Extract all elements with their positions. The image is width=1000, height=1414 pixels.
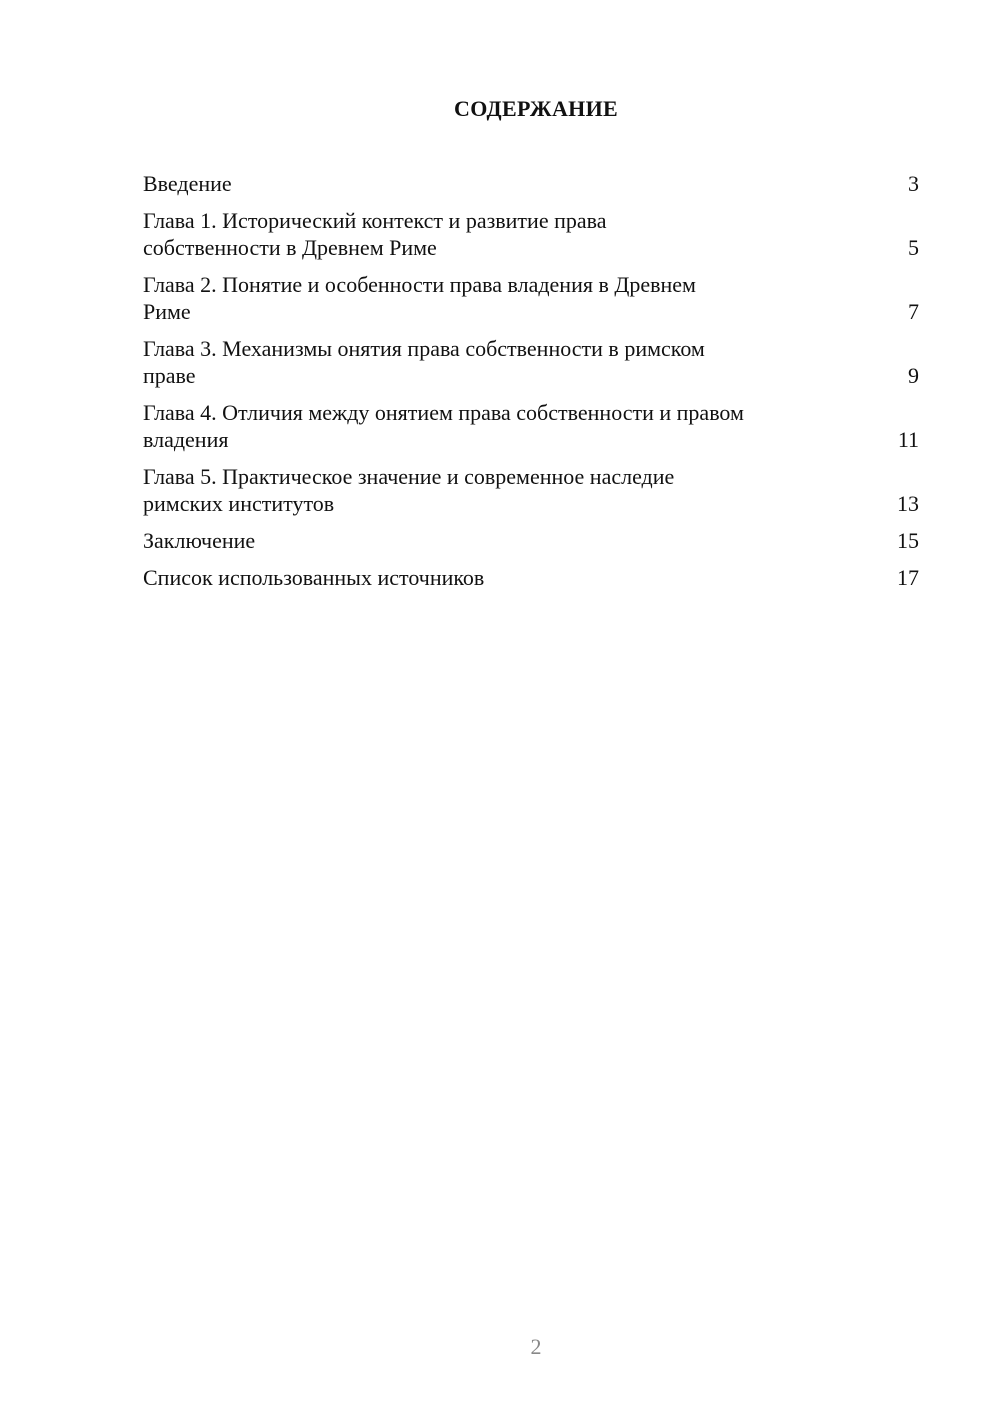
toc-entry-label: Глава 5. Практическое значение и современное наследие римских институтов bbox=[143, 464, 675, 516]
page-title: СОДЕРЖАНИЕ bbox=[454, 96, 618, 121]
toc-entry-page: 3 bbox=[908, 171, 919, 196]
toc-entry-references bbox=[143, 564, 919, 591]
toc-entry-chapter-5 bbox=[143, 463, 919, 517]
toc-entry-page: 17 bbox=[897, 565, 919, 590]
toc-entry-page: 13 bbox=[897, 491, 919, 516]
toc-entry-label: Список использованных источников bbox=[143, 565, 485, 590]
toc-entry-label: Заключение bbox=[143, 528, 256, 553]
toc-entry-page: 7 bbox=[908, 299, 919, 324]
toc-entry-page: 15 bbox=[897, 528, 919, 553]
toc-entry-conclusion bbox=[143, 527, 919, 554]
toc-entry-label: Введение bbox=[143, 171, 232, 196]
toc-entry-chapter-4 bbox=[143, 399, 919, 453]
toc-entry-page: 11 bbox=[897, 427, 919, 452]
toc-entry-page: 9 bbox=[908, 363, 919, 388]
toc-entry-chapter-2 bbox=[143, 271, 919, 325]
toc-entry-label: Глава 1. Исторический контекст и развитие права собственности в Древнем Риме bbox=[143, 208, 607, 260]
table-of-contents bbox=[143, 170, 919, 601]
toc-entry-page: 5 bbox=[908, 235, 919, 260]
toc-entry-label: Глава 4. Отличия между онятием права собственности и правом владения bbox=[143, 400, 744, 452]
toc-entry-label: Глава 3. Механизмы онятия права собственности в римском праве bbox=[143, 336, 705, 388]
toc-entry-chapter-3 bbox=[143, 335, 919, 389]
page-number: 2 bbox=[530, 1334, 542, 1359]
toc-entry-introduction bbox=[143, 170, 919, 197]
toc-entry-chapter-1 bbox=[143, 207, 919, 261]
toc-entry-label: Глава 2. Понятие и особенности права владения в Древнем Риме bbox=[143, 272, 696, 324]
